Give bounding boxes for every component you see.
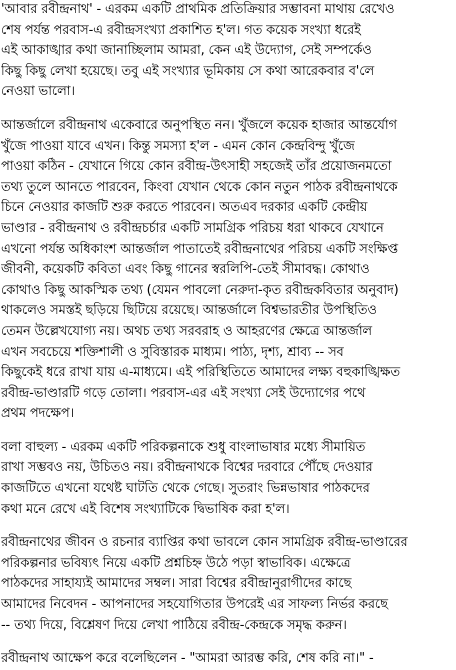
- text-line: বলা বাহুল্য - এরকম একটি পরিকল্পনাকে শুধু বাংলাভাষার মধ্যে সীমায়িত: [1, 439, 366, 455]
- text-line: কোথাও কিছু আকস্মিক তথ্য (যেমন পাবলো নেরুদা-কৃত রবীন্দ্রকবিতার অনুবাদ): [1, 282, 399, 298]
- text-line: -- তথ্য দিয়ে, বিশ্লেষণ দিয়ে লেখা পাঠিয়ে রবীন্দ্র-কেন্দ্রকে সমৃদ্ধ করুন।: [1, 617, 347, 633]
- text-line: আমাদের নিবেদন - আপনাদের সহযোগিতার উপরেই এর সাফল্য নির্ভর করছে: [1, 597, 388, 613]
- paragraph-quote: [1, 649, 456, 670]
- text-line: নেওয়া ভালো।: [1, 84, 75, 100]
- text-line: পাওয়া কঠিন - যেখানে গিয়ে কোন রবীন্দ্র-উৎসাহী সহজেই তাঁর প্রয়োজনমতো: [1, 159, 392, 175]
- text-line: কিছুকেই ধরে রাখা যায় এ-মাধ্যমে। এই পরিস্থিতিতে আমাদের লক্ষ্য বহুকাঙ্খিক্ষত: [1, 365, 400, 381]
- text-line: কিছু কিছু লেখা হয়েছে। তবু এই সংখ্যার ভূমিকায় সে কথা আরেকবার ব'লে: [1, 63, 375, 79]
- text-line: তেমন উল্লেখযোগ্য নয়। অথচ তথ্য সরবরাহ ও আহরণের ক্ষেত্রে আন্তর্জাল: [1, 323, 372, 339]
- text-line: জীবনী, কয়েকটি কবিতা এবং কিছু গানের স্বরলিপি-তেই সীমাবদ্ধ। কোথাও: [1, 262, 370, 278]
- text-line: পরিকল্পনার ভবিষ্যৎ নিয়ে একটি প্রশ্নচিহ্ন উঠে পড়া স্বাভাবিক। এক্ষেত্রে: [1, 555, 351, 571]
- text-line: তথ্য তুলে আনতে পারবেন, কিংবা যেখান থেকে কোন নতুন পাঠক রবীন্দ্রনাথকে: [1, 179, 398, 195]
- paragraph-gap: [1, 520, 456, 533]
- paragraph-gap: [1, 103, 456, 116]
- paragraph-intro: [1, 0, 456, 103]
- paragraph-gap: [1, 636, 456, 649]
- text-line: কথা মনে রেখে এই বিশেষ সংখ্যাটিকে দ্বিভাষিক করা হ'ল।: [1, 501, 290, 517]
- text-line: 'আবার রবীন্দ্রনাথ' - এরকম একটি প্রাথমিক প্রতিক্রিয়ার সম্ভাবনা মাথায় রেখেও: [1, 2, 395, 17]
- text-line: শেষ পর্যন্ত পরবাস-এ রবীন্দ্রসংখ্যা প্রকাশিত হ'ল। গত কয়েক সংখ্যা ধরেই: [1, 22, 361, 38]
- paragraph-appeal: [1, 533, 456, 636]
- text-line: রবীন্দ্র-ভাণ্ডারটি গড়ে তোলা। পরবাস-এর এই সংখ্যা সেই উদ্যোগের পথে: [1, 385, 366, 401]
- text-line: আন্তর্জালে রবীন্দ্রনাথ একেবারে অনুপস্থিত নন। খুঁজলে কয়েক হাজার আন্তর্যোগ: [1, 117, 397, 133]
- paragraph-internet: [1, 116, 456, 425]
- text-line: এই আকাঙ্খার কথা জানাচ্ছিলাম আমরা, কেন এই উদ্যোগ, সেই সম্পর্কেও: [1, 43, 372, 59]
- text-line: পাঠকদের সাহায্যই আমাদের সম্বল। সারা বিশ্বের রবীন্দ্রানুরাগীদের কাছে: [1, 576, 352, 592]
- text-line: খুঁজে পাওয়া যাবে এখন। কিন্তু সমস্যা হ'ল - এমন কোন কেন্দ্রবিন্দু খুঁজে: [1, 138, 355, 154]
- text-line: রবীন্দ্রনাথের জীবন ও রচনার ব্যাপ্তির কথা ভাবলে কোন সামগ্রিক রবীন্দ্র-ভাণ্ডারের: [1, 535, 408, 551]
- text-line: রবীন্দ্রনাথ আক্ষেপ করে বলেছিলেন - "আমরা আরম্ভ করি, শেষ করি না।" -: [1, 651, 374, 667]
- text-line: প্রথম পদক্ষেপ।: [1, 406, 75, 422]
- text-line: থাকলেও সমস্তই ছড়িয়ে ছিটিয়ে রয়েছে। আন্তর্জালে বিশ্বভারতীর উপস্থিতিও: [1, 303, 377, 319]
- text-line: এখন সবচেয়ে শক্তিশালী ও সুবিস্তারক মাধ্যম। পাঠ্য, দৃশ্য, শ্রাব্য -- সব: [1, 344, 344, 360]
- text-line: চিনে নেওয়ার কাজটি শুরু করতে পারবেন। অতএব দরকার একটি কেন্দ্রীয়: [1, 200, 368, 216]
- text-line: এখনো পর্যন্ত অধিকাংশ আন্তর্জাল পাতাতেই রবীন্দ্রনাথের পরিচয় একটি সংক্ষিপ্ত: [1, 241, 398, 257]
- text-line: ভাণ্ডার - রবীন্দ্রনাথ ও রবীন্দ্রচর্চার একটি সামগ্রিক পরিচয় ধরা থাকবে যেখানে: [1, 220, 384, 236]
- paragraph-bilingual: [1, 438, 456, 520]
- text-line: কাজটিতে এখনো যথেষ্ট ঘাটতি থেকে গেছে। সুতরাং ভিন্নভাষার পাঠকদের: [1, 481, 370, 497]
- paragraph-gap: [1, 425, 456, 438]
- text-line: রাখা সম্ভবও নয়, উচিতও নয়। রবীন্দ্রনাথকে বিশ্বের দরবারে পৌঁছে দেওয়ার: [1, 460, 373, 476]
